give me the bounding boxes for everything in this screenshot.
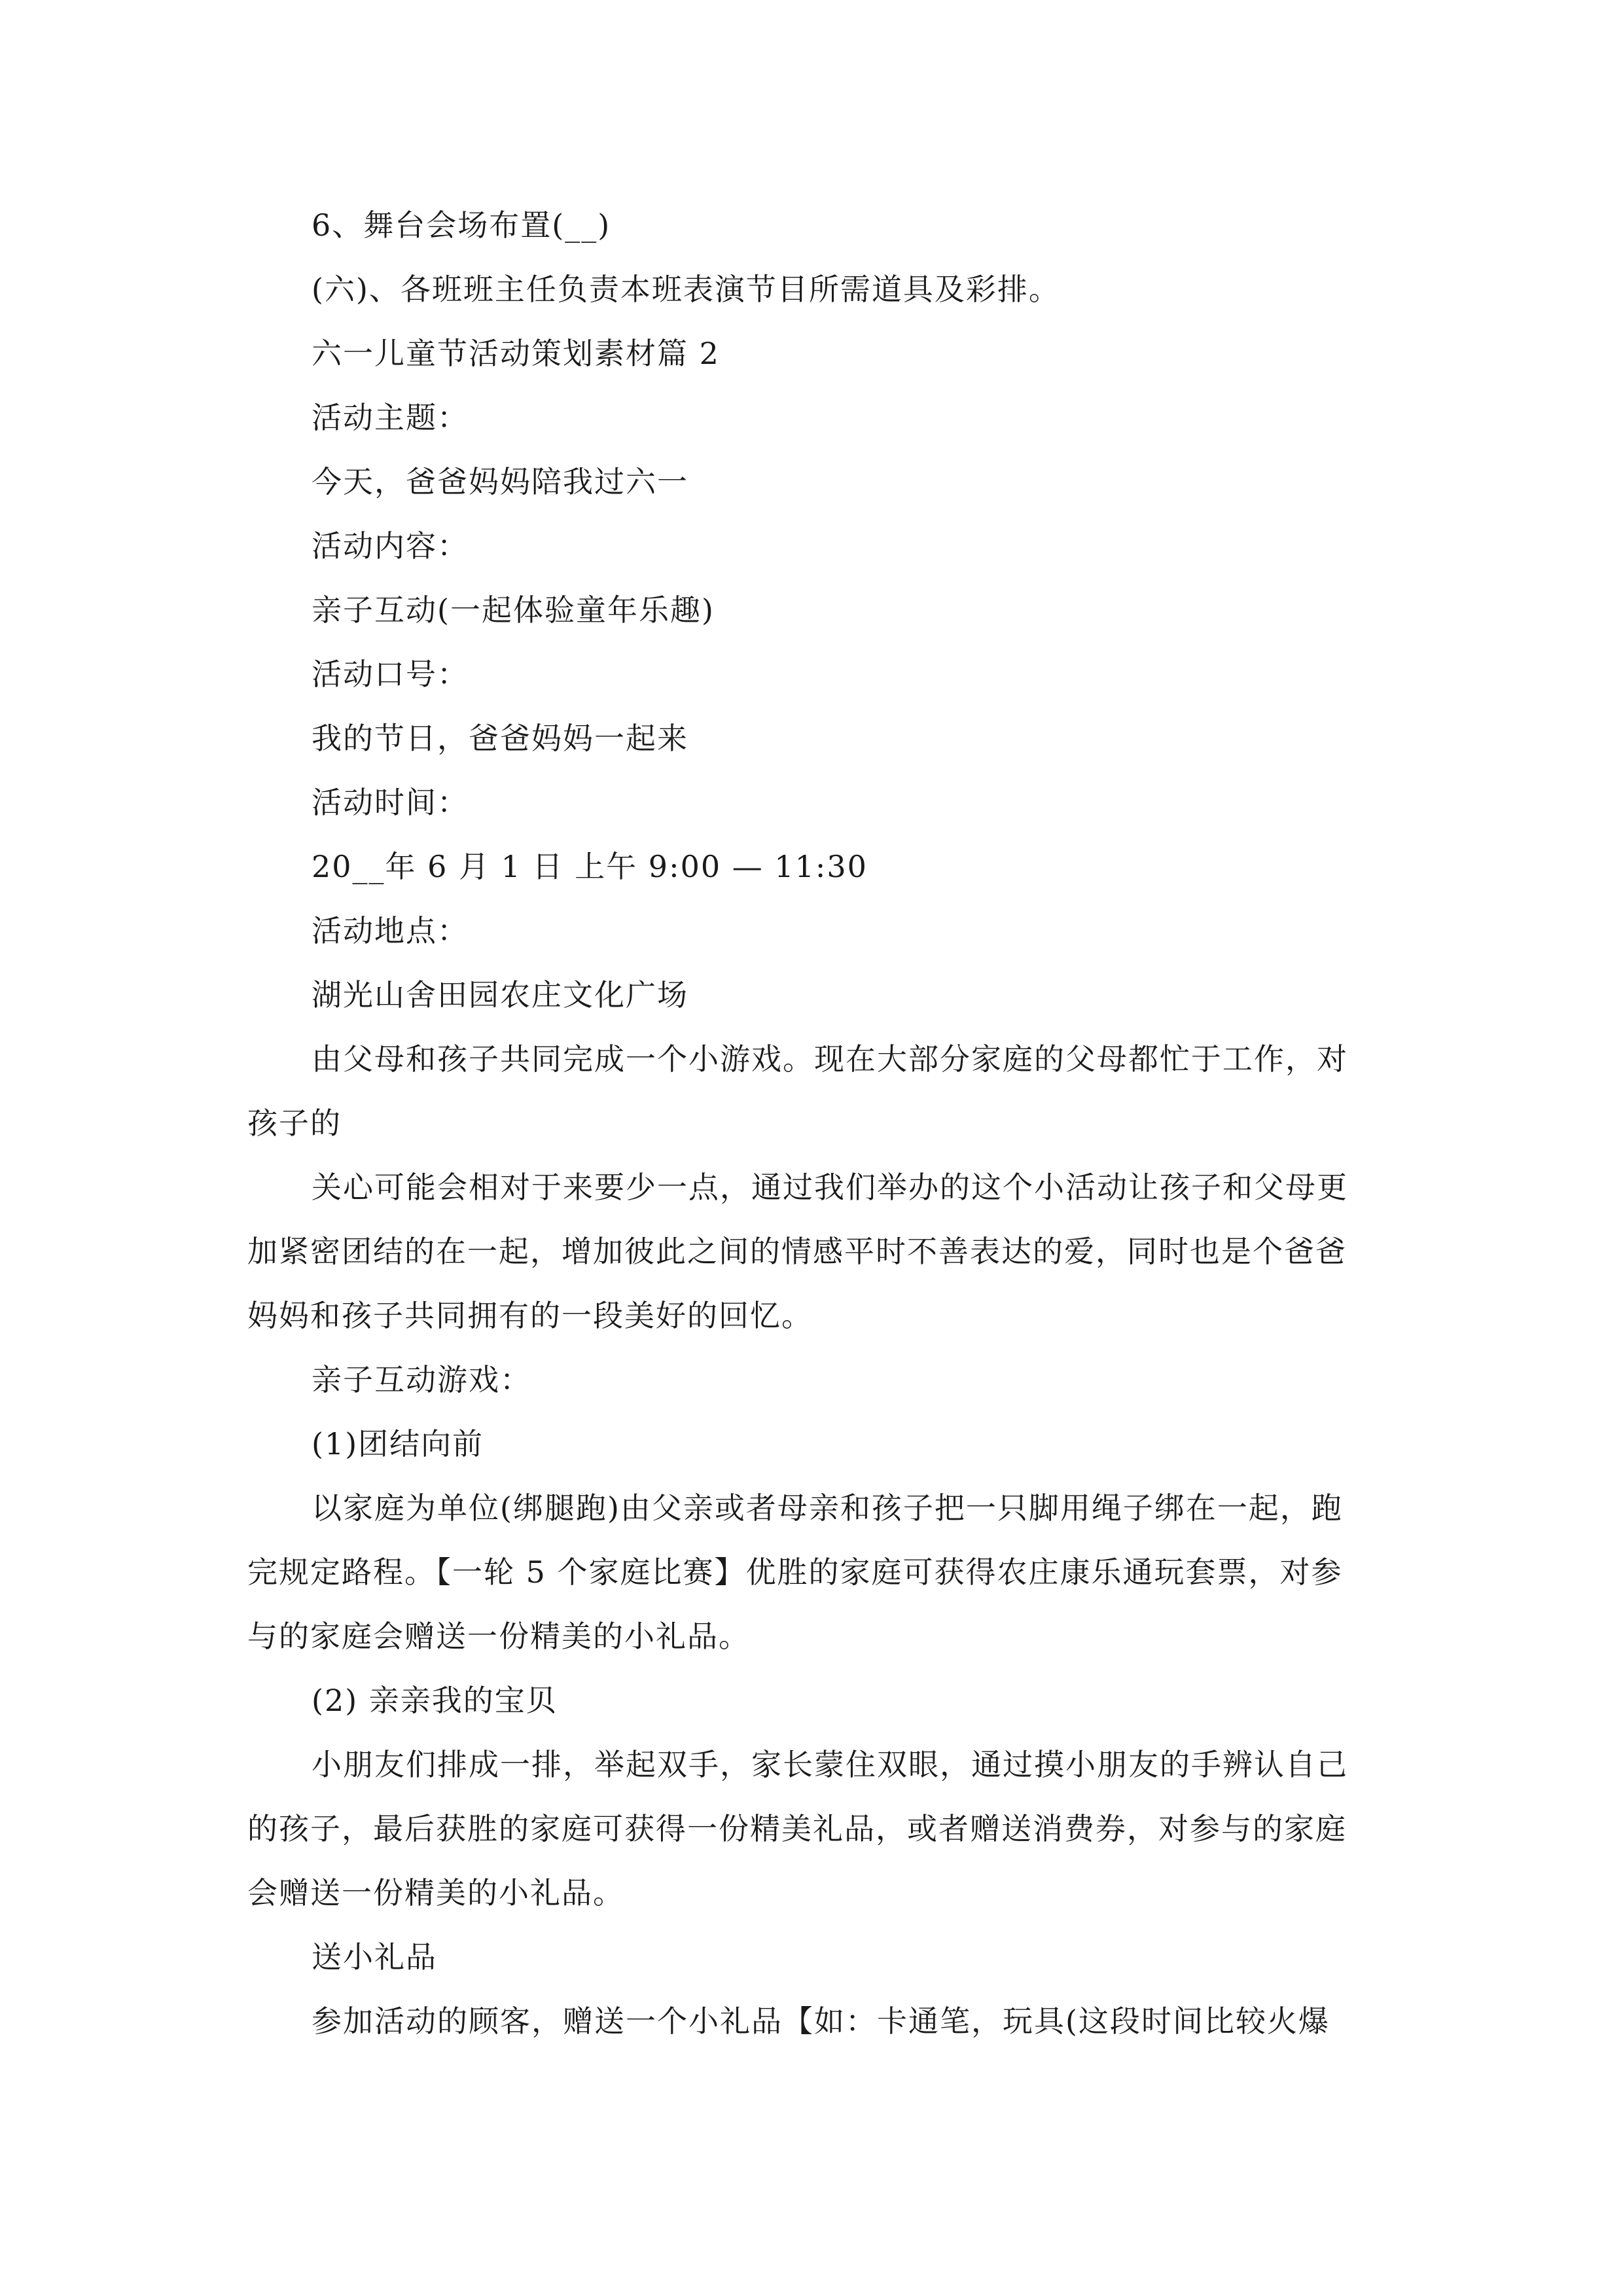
text-line: 活动时间： <box>312 785 469 820</box>
text-line: (1)团结向前 <box>312 1426 484 1462</box>
text-line: (2) 亲亲我的宝贝 <box>312 1683 558 1718</box>
text-line: 完规定路程。【一轮 5 个家庭比赛】优胜的家庭可获得农庄康乐通玩套票，对参 <box>247 1554 1343 1590</box>
text-line: 关心可能会相对于来要少一点，通过我们举办的这个小活动让孩子和父母更 <box>312 1170 1348 1205</box>
text-line: 20__年 6 月 1 日 上午 9:00 — 11:30 <box>312 849 868 884</box>
text-line: 我的节日，爸爸妈妈一起来 <box>312 721 688 756</box>
text-line: 孩子的 <box>247 1105 342 1141</box>
text-line: 亲子互动游戏： <box>312 1362 531 1397</box>
text-line: 会赠送一份精美的小礼品。 <box>247 1875 624 1910</box>
text-line: 以家庭为单位(绑腿跑)由父亲或者母亲和孩子把一只脚用绳子绑在一起，跑 <box>312 1490 1343 1526</box>
section-heading: 六一儿童节活动策划素材篇 2 <box>312 336 720 371</box>
text-line: 加紧密团结的在一起，增加彼此之间的情感平时不善表达的爱，同时也是个爸爸 <box>247 1234 1347 1269</box>
text-line: 今天，爸爸妈妈陪我过六一 <box>312 464 688 499</box>
text-line: 送小礼品 <box>312 1939 437 1975</box>
text-line: 活动内容： <box>312 528 469 564</box>
text-line: 与的家庭会赠送一份精美的小礼品。 <box>247 1619 750 1654</box>
text-line: 6、舞台会场布置(__) <box>312 207 611 243</box>
text-line: 活动主题： <box>312 400 469 435</box>
text-line: 妈妈和孩子共同拥有的一段美好的回忆。 <box>247 1298 813 1333</box>
text-line: 活动地点： <box>312 913 469 948</box>
text-line: (六)、各班班主任负责本班表演节目所需道具及彩排。 <box>312 272 1060 307</box>
text-line: 小朋友们排成一排，举起双手，家长蒙住双眼，通过摸小朋友的手辨认自己 <box>312 1747 1348 1782</box>
text-line: 湖光山舍田园农庄文化广场 <box>312 977 688 1013</box>
text-line: 由父母和孩子共同完成一个小游戏。现在大部分家庭的父母都忙于工作，对 <box>312 1041 1348 1077</box>
text-line: 的孩子，最后获胜的家庭可获得一份精美礼品，或者赠送消费券，对参与的家庭 <box>247 1811 1347 1846</box>
text-line: 活动口号： <box>312 656 469 692</box>
text-line: 亲子互动(一起体验童年乐趣) <box>312 592 715 628</box>
text-line: 参加活动的顾客，赠送一个小礼品【如：卡通笔，玩具(这段时间比较火爆 <box>312 2003 1330 2039</box>
